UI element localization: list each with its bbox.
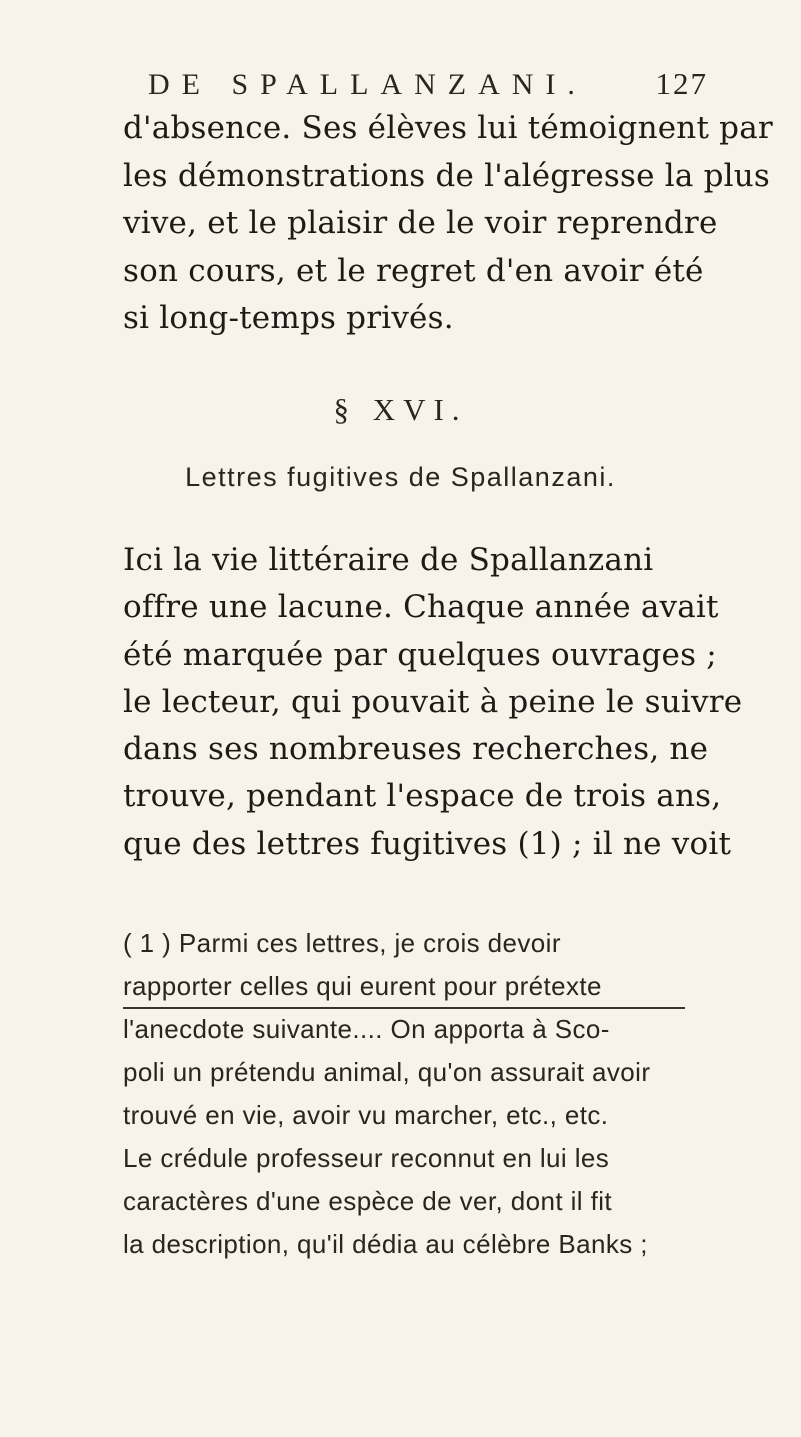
text-line: que des lettres fugitives (1) ; il ne voit bbox=[123, 826, 732, 862]
text-line: les démonstrations de l'alégresse la plus bbox=[123, 158, 770, 194]
running-header bbox=[148, 66, 708, 102]
text-line: dans ses nombreuses recherches, ne bbox=[123, 731, 709, 767]
footnote-line: poli un prétendu animal, qu'on assurait avoir bbox=[123, 1057, 651, 1087]
text-line: d'absence. Ses élèves lui témoignent par bbox=[123, 110, 773, 146]
text-line: Ici la vie littéraire de Spallanzani bbox=[123, 542, 654, 578]
running-title: DE SPALLANZANI. bbox=[148, 68, 587, 101]
text-line: son cours, et le regret d'en avoir été bbox=[123, 253, 704, 289]
text-line: vive, et le plaisir de le voir reprendre bbox=[123, 205, 718, 241]
footnote-line: ( 1 ) Parmi ces lettres, je crois devoir bbox=[123, 928, 561, 958]
page-number: 127 bbox=[655, 66, 708, 101]
text-line: si long-temps privés. bbox=[123, 300, 454, 336]
footnote-line: l'anecdote suivante.... On apporta à Sco- bbox=[123, 1014, 610, 1044]
footnote-divider bbox=[123, 1007, 685, 1009]
footnote-line: Le crédule professeur reconnut en lui les bbox=[123, 1143, 610, 1173]
section-title: Lettres fugitives de Spallanzani. bbox=[185, 462, 616, 492]
text-line: offre une lacune. Chaque année avait bbox=[123, 589, 719, 625]
text-line: le lecteur, qui pouvait à peine le suivre bbox=[123, 684, 743, 720]
footnote-line: caractères d'une espèce de ver, dont il fit bbox=[123, 1186, 612, 1216]
footnote-line: la description, qu'il dédia au célèbre Banks ; bbox=[123, 1229, 648, 1259]
section-number: § XVI. bbox=[333, 392, 468, 427]
text-line: été marquée par quelques ouvrages ; bbox=[123, 637, 717, 673]
text-line: trouve, pendant l'espace de trois ans, bbox=[123, 778, 722, 814]
footnote-line: rapporter celles qui eurent pour prétexte bbox=[123, 971, 602, 1001]
footnote-line: trouvé en vie, avoir vu marcher, etc., etc. bbox=[123, 1100, 609, 1130]
